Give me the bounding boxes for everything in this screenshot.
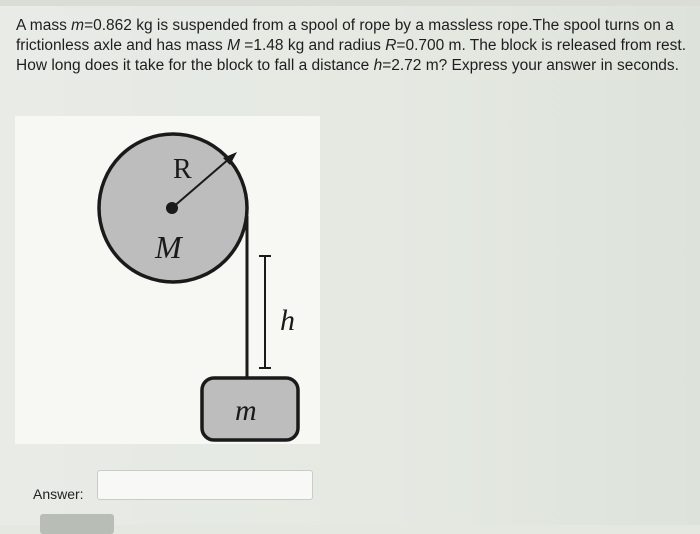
question-part: =0.862 kg is suspended from a spool of rope by a massless rope.The spool turns on a frictionless axle and has mass [16, 17, 674, 54]
block-mass-label: m [235, 394, 257, 427]
spool-diagram-svg [15, 116, 320, 444]
var-R: R [385, 37, 397, 54]
answer-label: Answer: [33, 486, 84, 502]
question-part: =0.700 m. The block is released from rest. How long does it take for the block to fall a distance [16, 37, 687, 74]
question-text [16, 16, 692, 76]
var-M: M [227, 37, 240, 54]
var-h: h [373, 57, 383, 74]
question-part: =2.72 m? Express your answer in seconds. [382, 57, 679, 74]
question-part: A mass [16, 17, 72, 34]
check-button[interactable] [40, 514, 114, 534]
var-m: m [71, 17, 85, 34]
distance-label: h [280, 304, 295, 337]
spool-mass-label: M [155, 229, 182, 265]
answer-input[interactable] [97, 470, 313, 500]
question-part: =1.48 kg and radius [240, 37, 386, 54]
top-strip [0, 0, 700, 6]
radius-label: R [173, 154, 192, 185]
spool-diagram [15, 116, 320, 444]
